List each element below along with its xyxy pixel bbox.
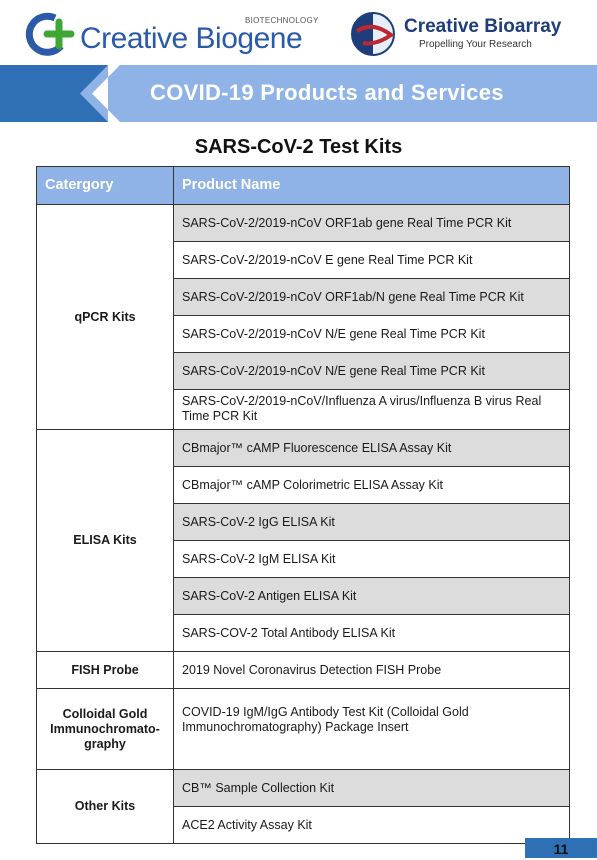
product-cell: ACE2 Activity Assay Kit: [174, 807, 570, 844]
product-cell: SARS-CoV-2 Antigen ELISA Kit: [174, 578, 570, 615]
product-cell: CBmajor™ cAMP Colorimetric ELISA Assay Kit: [174, 467, 570, 504]
product-cell: SARS-CoV-2/2019-nCoV N/E gene Real Time PCR Kit: [174, 353, 570, 390]
product-cell: SARS-CoV-2/2019-nCoV ORF1ab/N gene Real Time PCR Kit: [174, 279, 570, 316]
bioarray-mark-icon: [349, 11, 397, 57]
banner-title: COVID-19 Products and Services: [150, 80, 504, 105]
category-cell: ELISA Kits: [37, 430, 174, 652]
product-cell: SARS-CoV-2/2019-nCoV/Influenza A virus/Influenza B virus Real Time PCR Kit: [174, 390, 570, 430]
biogene-mark-icon: [25, 12, 79, 56]
product-cell: 2019 Novel Coronavirus Detection FISH Probe: [174, 652, 570, 689]
table-row: [37, 652, 570, 689]
table-row: [37, 770, 570, 807]
product-cell: SARS-CoV-2/2019-nCoV ORF1ab gene Real Time PCR Kit: [174, 205, 570, 242]
category-cell: qPCR Kits: [37, 205, 174, 430]
table-header-row: [37, 167, 570, 205]
category-cell: Other Kits: [37, 770, 174, 844]
table-row: [37, 689, 570, 770]
brand2-tagline: Propelling Your Research: [419, 39, 532, 50]
header-category: Catergory: [37, 167, 174, 205]
section-title: SARS-CoV-2 Test Kits: [194, 136, 403, 158]
header-product-name: Product Name: [174, 167, 570, 205]
brand1-name: Creative Biogene: [80, 22, 303, 55]
category-cell: FISH Probe: [37, 652, 174, 689]
test-kits-table: [36, 166, 570, 844]
product-cell: SARS-CoV-2/2019-nCoV E gene Real Time PCR Kit: [174, 242, 570, 279]
product-cell: SARS-CoV-2/2019-nCoV N/E gene Real Time PCR Kit: [174, 316, 570, 353]
product-cell: CBmajor™ cAMP Fluorescence ELISA Assay Kit: [174, 430, 570, 467]
product-cell: SARS-CoV-2 IgM ELISA Kit: [174, 541, 570, 578]
creative-bioarray-logo: [349, 11, 579, 57]
table-row: [37, 430, 570, 467]
brand1-tagline: BIOTECHNOLOGY: [245, 16, 319, 25]
product-cell: COVID-19 IgM/IgG Antibody Test Kit (Colloidal Gold Immunochromatography) Package Insert: [174, 689, 570, 770]
category-cell: Colloidal Gold Immunochromato-graphy: [37, 689, 174, 770]
table-row: [37, 205, 570, 242]
product-cell: SARS-CoV-2 IgG ELISA Kit: [174, 504, 570, 541]
creative-biogene-logo: [25, 12, 319, 58]
product-cell: CB™ Sample Collection Kit: [174, 770, 570, 807]
product-cell: SARS-COV-2 Total Antibody ELISA Kit: [174, 615, 570, 652]
page-number: 11: [525, 838, 597, 858]
brand2-name: Creative Bioarray: [404, 16, 562, 37]
